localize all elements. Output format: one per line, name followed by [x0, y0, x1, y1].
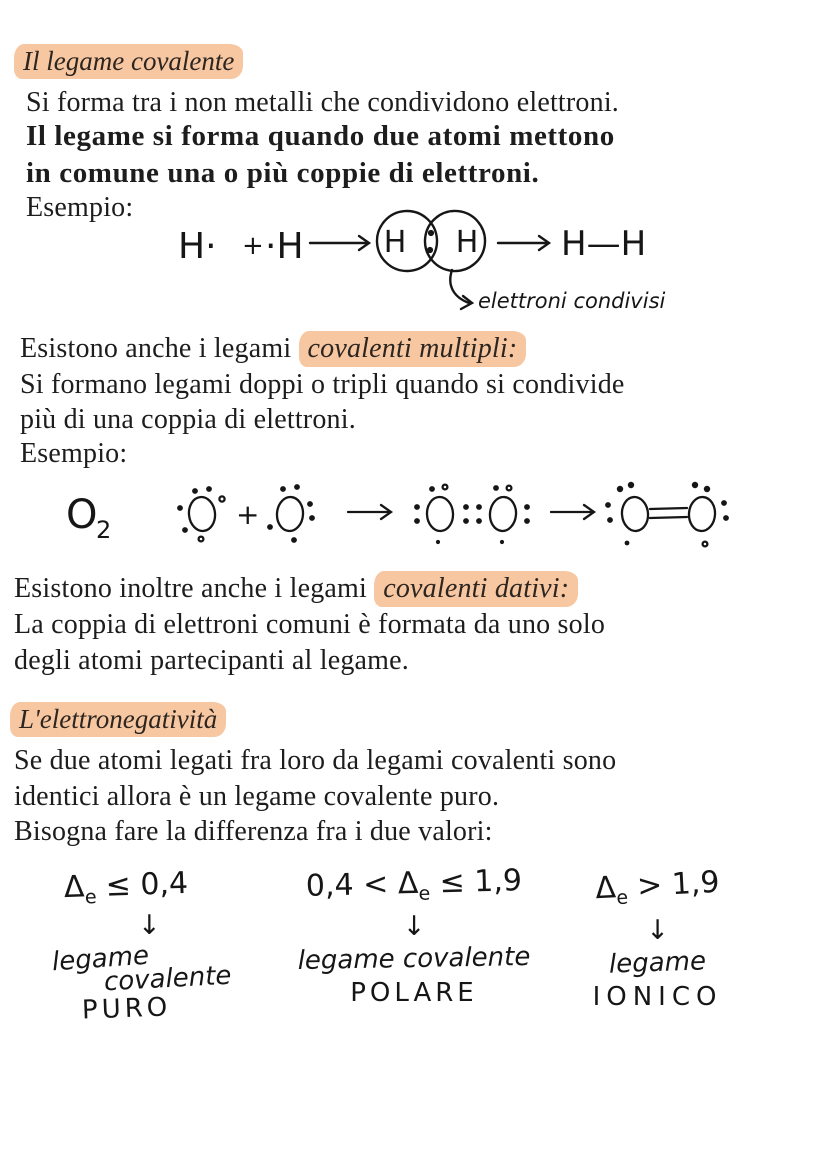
- result-line-ionico: IONICO: [592, 982, 723, 1012]
- electron-circle: [199, 537, 204, 542]
- electron-circle: [507, 486, 512, 491]
- h-atom-in-circle-right: H: [455, 225, 479, 260]
- result-line-puro: PURO: [81, 992, 172, 1026]
- oxygen-atom: [621, 496, 650, 532]
- paragraph-elettronegativita-2: identici allora è un legame covalente puro.: [14, 781, 500, 812]
- down-arrow: ↓: [402, 911, 426, 942]
- condition-comparison: ≤ 0,4: [95, 865, 189, 905]
- electron-circle: [219, 496, 224, 501]
- h-atom-in-circle-left: H: [383, 225, 407, 260]
- paragraph-multipli-1-normal: Esistono anche i legami: [20, 333, 299, 364]
- rule-covalente-polare: [288, 863, 540, 1036]
- plus-sign: +: [236, 498, 260, 531]
- electron-circle: [703, 542, 708, 547]
- delta-subscript: e: [615, 886, 629, 910]
- delta-symbol: Δ: [397, 865, 419, 902]
- condition-puro: [63, 866, 188, 909]
- result-line-legame: legame: [51, 940, 150, 978]
- highlight-covalenti-dativi: covalenti dativi:: [374, 571, 578, 607]
- condition-lower-bound: 0,4 <: [305, 866, 399, 904]
- down-arrow: ↓: [138, 910, 161, 941]
- o2-formula: O: [66, 492, 98, 538]
- h-radical-left: H·: [178, 226, 217, 267]
- delta-symbol: Δ: [63, 869, 86, 906]
- oxygen-atom: [187, 496, 216, 533]
- paragraph-covalente-1: Si forma tra i non metalli che condividono elettroni.: [26, 87, 620, 118]
- h-radical-right: ·H: [265, 226, 304, 267]
- paragraph-covalente-bold-1: Il legame si forma quando due atomi mettono: [26, 120, 615, 152]
- plus-sign: +: [242, 231, 264, 261]
- section-title-elettronegativita: [10, 704, 226, 735]
- condition-ionico: [574, 864, 741, 912]
- paragraph-dativi-2: La coppia di elettroni comuni è formata da uno solo: [14, 609, 606, 640]
- highlighted-title: Il legame covalente: [14, 44, 243, 79]
- rule-covalente-puro: [51, 865, 247, 1038]
- highlighted-title: L'elettronegatività: [10, 702, 226, 737]
- oxygen-atom: [426, 496, 454, 531]
- oxygen-atom: [489, 496, 518, 532]
- oxygen-atom: [688, 496, 716, 532]
- paragraph-elettronegativita-3: Bisogna fare la differenza fra i due valori:: [14, 816, 493, 847]
- result-line-covalente: covalente: [103, 960, 233, 998]
- paragraph-elettronegativita-1: Se due atomi legati fra loro da legami covalenti sono: [14, 745, 617, 776]
- h2-product: H—H: [561, 224, 647, 264]
- paragraph-multipli-3: più di una coppia di elettroni.: [20, 404, 356, 435]
- highlight-covalenti-multipli: covalenti multipli:: [299, 331, 527, 367]
- o2-formula-subscript: 2: [96, 516, 112, 544]
- paragraph-dativi-1-normal: Esistono inoltre anche i legami: [14, 573, 375, 604]
- result-line-legame-covalente: legame covalente: [297, 941, 531, 977]
- shared-electrons-annotation: elettroni condivisi: [478, 289, 666, 313]
- paragraph-multipli-2: Si formano legami doppi o tripli quando si condivide: [20, 369, 625, 400]
- esempio-label-1: Esempio:: [26, 192, 134, 223]
- paragraph-covalente-bold-2: in comune una o più coppie di elettroni.: [26, 157, 540, 189]
- condition-comparison: > 1,9: [626, 864, 721, 905]
- section-title-legame-covalente: [14, 46, 243, 77]
- rule-ionico: [575, 864, 740, 1038]
- condition-polare: [288, 863, 541, 909]
- double-bond-line: [650, 517, 687, 518]
- paragraph-dativi-3: degli atomi partecipanti al legame.: [14, 645, 409, 676]
- double-bond-line: [650, 508, 687, 509]
- paragraph-multipli-1: [20, 332, 526, 366]
- result-line-polare: POLARE: [350, 978, 478, 1008]
- paragraph-dativi-1: [14, 572, 578, 606]
- esempio-label-2: Esempio:: [20, 438, 128, 469]
- shared-electron-dot: [427, 247, 433, 253]
- down-arrow: ↓: [646, 915, 669, 946]
- electron-circle: [443, 485, 448, 490]
- result-line-legame: legame: [608, 946, 707, 980]
- delta-subscript: e: [84, 886, 97, 909]
- o2-bond-diagram: [50, 470, 760, 565]
- delta-subscript: e: [418, 882, 431, 905]
- delta-symbol: Δ: [594, 870, 617, 907]
- shared-electron-dot: [428, 230, 434, 236]
- oxygen-atom: [276, 496, 304, 532]
- condition-comparison: ≤ 1,9: [429, 863, 523, 901]
- h2-bond-diagram: [170, 206, 690, 318]
